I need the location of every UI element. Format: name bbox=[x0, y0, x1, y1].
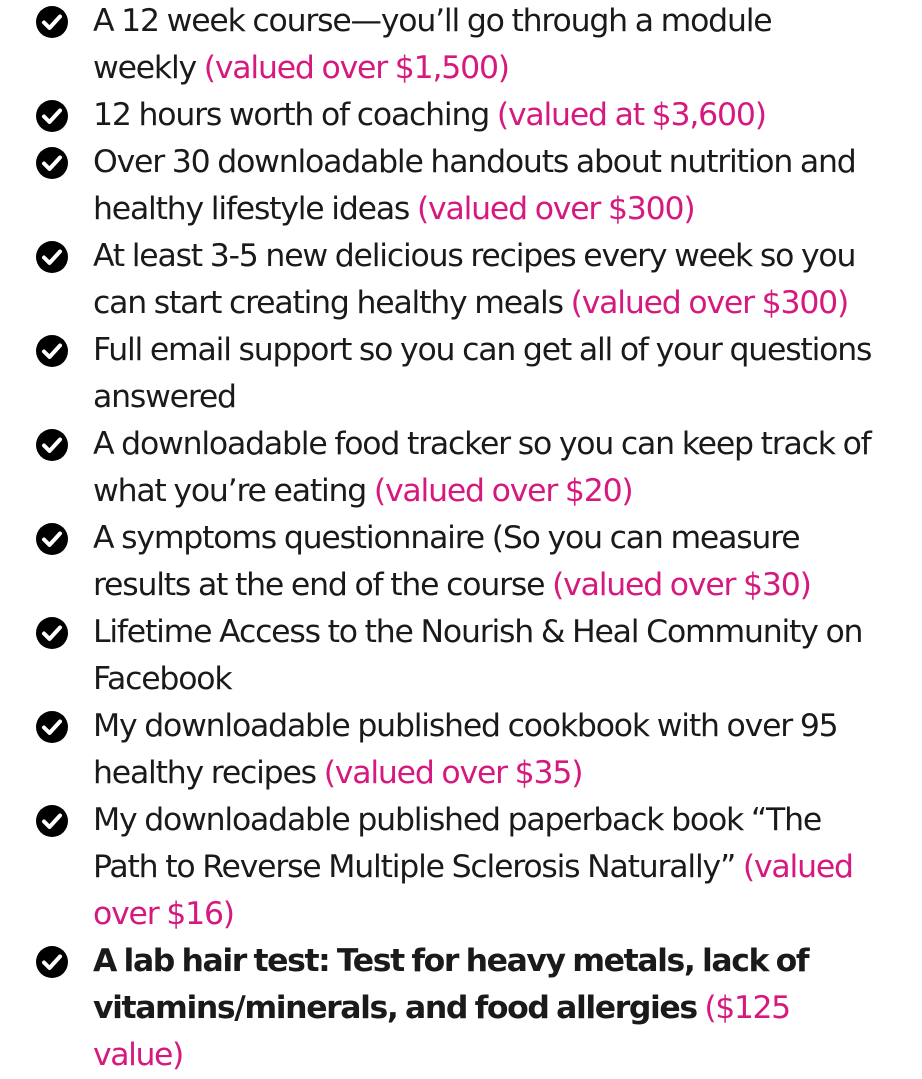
check-circle-icon bbox=[35, 428, 69, 462]
item-value: (valued at $3,600) bbox=[496, 97, 766, 133]
list-item bbox=[0, 0, 922, 92]
list-item bbox=[0, 139, 922, 233]
list-item bbox=[0, 233, 922, 327]
item-value: (valued over $30) bbox=[552, 567, 811, 603]
list-item bbox=[0, 92, 922, 139]
item-value: ($125 value) bbox=[93, 990, 790, 1073]
list-item bbox=[0, 609, 922, 703]
list-item bbox=[0, 515, 922, 609]
item-text: At least 3-5 new delicious recipes every week so you can start creating healthy meals bbox=[93, 238, 856, 321]
item-value: (valued over $20) bbox=[373, 473, 633, 509]
item-text: Over 30 downloadable handouts about nutrition and healthy lifestyle ideas bbox=[93, 144, 856, 227]
list-item bbox=[0, 327, 922, 421]
item-text: My downloadable published cookbook with over 95 healthy recipes bbox=[93, 708, 838, 791]
list-item bbox=[0, 797, 922, 938]
item-value: (valued over $16) bbox=[93, 849, 853, 932]
item-text: Lifetime Access to the Nourish & Heal Community on Facebook bbox=[93, 614, 863, 697]
check-circle-icon bbox=[35, 99, 69, 133]
list-item bbox=[0, 703, 922, 797]
check-circle-icon bbox=[35, 334, 69, 368]
item-text: A 12 week course—you’ll go through a module weekly bbox=[93, 3, 772, 86]
item-text: Full email support so you can get all of your questions answered bbox=[93, 332, 872, 415]
check-circle-icon bbox=[35, 616, 69, 650]
item-value: (valued over $300) bbox=[570, 285, 849, 321]
item-text: 12 hours worth of coaching bbox=[93, 97, 497, 133]
item-text: A downloadable food tracker so you can keep track of what you’re eating bbox=[93, 426, 871, 509]
item-text: A lab hair test: Test for heavy metals, lack of vitamins/minerals, and food allergies bbox=[93, 943, 809, 1026]
item-value: (valued over $35) bbox=[323, 755, 583, 791]
item-value: (valued over $1,500) bbox=[203, 50, 509, 86]
check-circle-icon bbox=[35, 710, 69, 744]
list-item bbox=[0, 421, 922, 515]
check-circle-icon bbox=[35, 240, 69, 274]
check-circle-icon bbox=[35, 146, 69, 180]
item-value: (valued over $300) bbox=[416, 191, 695, 227]
item-text: A symptoms questionnaire (So you can measure results at the end of the course bbox=[93, 520, 800, 603]
check-circle-icon bbox=[35, 804, 69, 838]
item-text: My downloadable published paperback book “The Path to Reverse Multiple Sclerosis Naturally” bbox=[93, 802, 822, 885]
check-circle-icon bbox=[35, 522, 69, 556]
list-item bbox=[0, 938, 922, 1079]
check-circle-icon bbox=[35, 945, 69, 979]
check-circle-icon bbox=[35, 5, 69, 39]
